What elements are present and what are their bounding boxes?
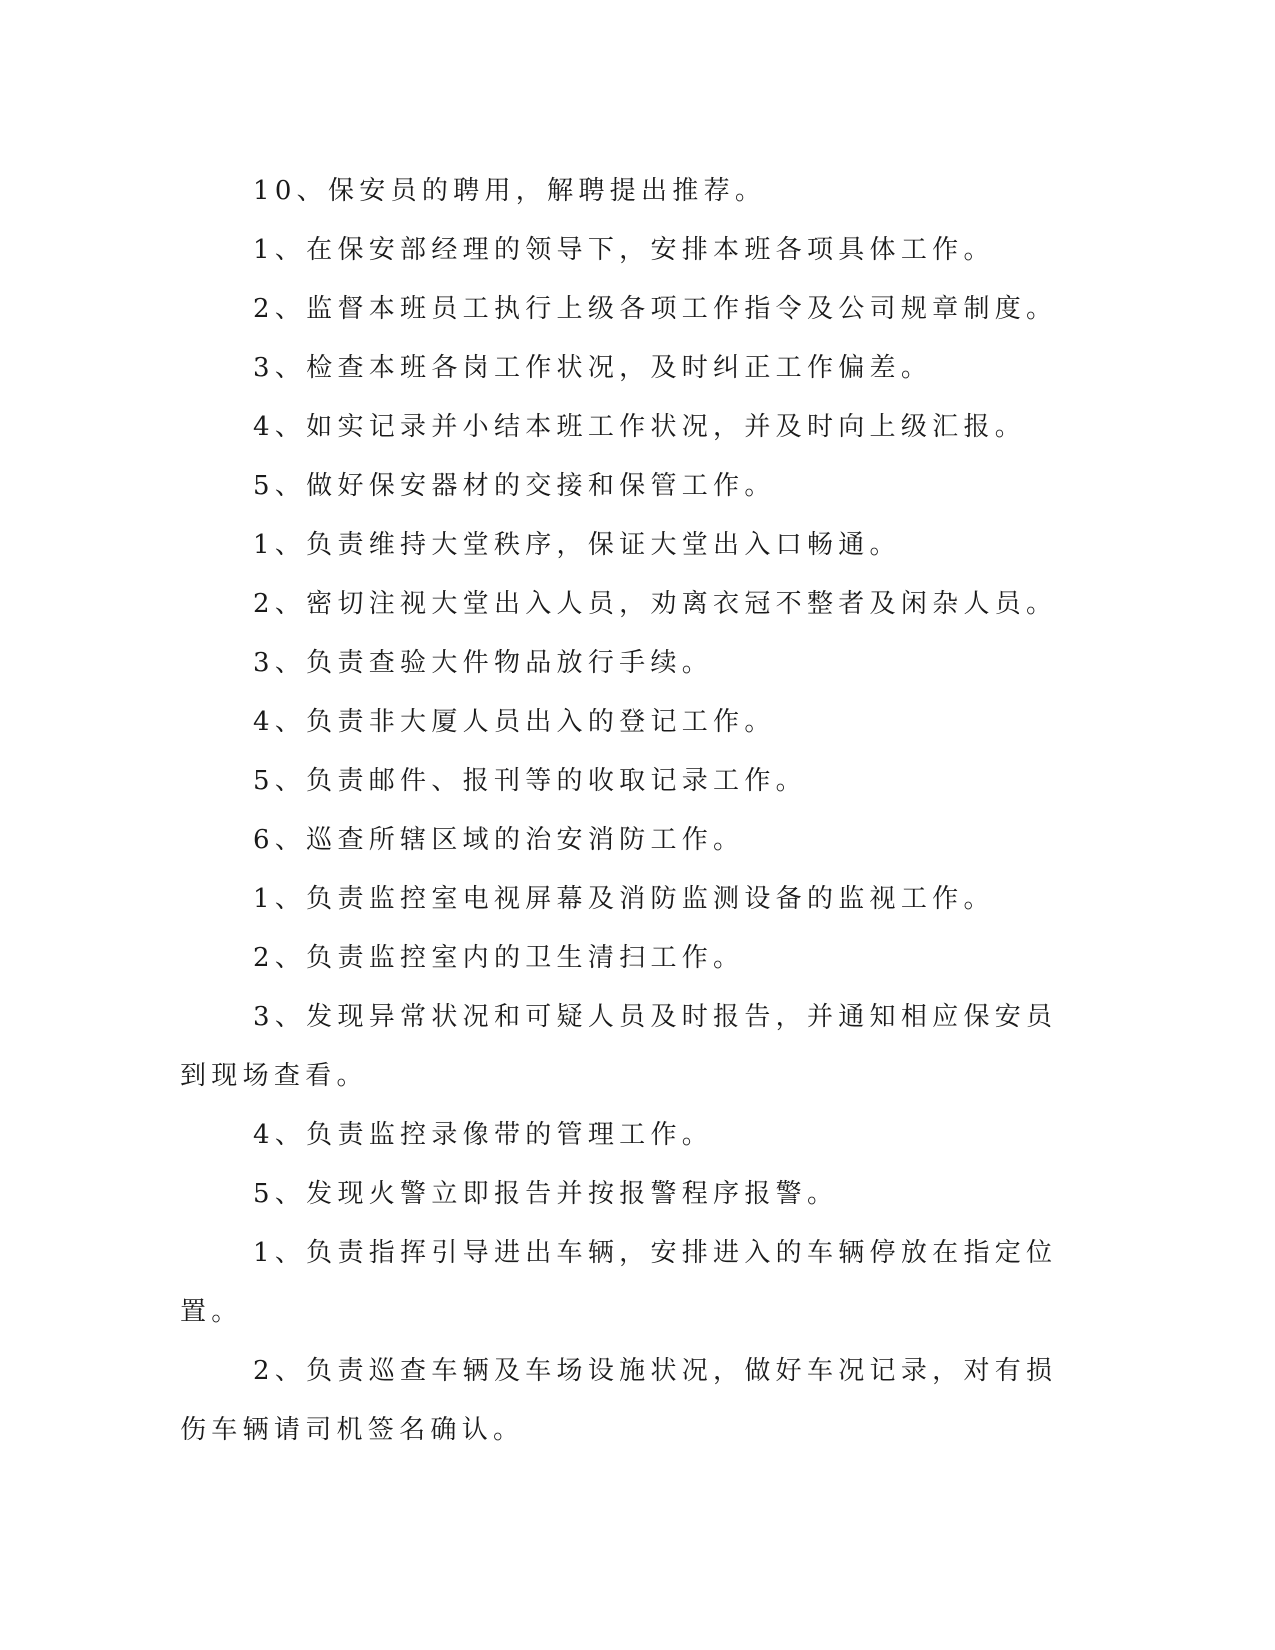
paragraph: 4、如实记录并小结本班工作状况，并及时向上级汇报。 [253,412,1027,442]
paragraph: 4、负责非大厦人员出入的登记工作。 [253,707,776,737]
document-body [180,162,1060,1460]
paragraph: 3、检查本班各岗工作状况，及时纠正工作偏差。 [253,353,933,383]
paragraph: 4、负责监控录像带的管理工作。 [253,1120,714,1150]
paragraph: 10、保安员的聘用，解聘提出推荐。 [253,176,767,206]
paragraph: 2、密切注视大堂出入人员，劝离衣冠不整者及闲杂人员。 [253,589,1058,619]
paragraph: 1、在保安部经理的领导下，安排本班各项具体工作。 [253,235,995,265]
paragraph: 1、负责指挥引导进出车辆，安排进入的车辆停放在指定位置。 [180,1238,1058,1327]
paragraph: 2、监督本班员工执行上级各项工作指令及公司规章制度。 [253,294,1058,324]
paragraph: 1、负责维持大堂秩序，保证大堂出入口畅通。 [253,530,901,560]
paragraph: 3、发现异常状况和可疑人员及时报告，并通知相应保安员到现场查看。 [180,1002,1058,1091]
paragraph: 2、负责巡查车辆及车场设施状况，做好车况记录，对有损伤车辆请司机签名确认。 [180,1356,1058,1445]
paragraph: 5、负责邮件、报刊等的收取记录工作。 [253,766,807,796]
paragraph: 1、负责监控室电视屏幕及消防监测设备的监视工作。 [253,884,995,914]
paragraph: 2、负责监控室内的卫生清扫工作。 [253,943,745,973]
paragraph: 6、巡查所辖区域的治安消防工作。 [253,825,745,855]
paragraph: 5、发现火警立即报告并按报警程序报警。 [253,1179,839,1209]
paragraph: 3、负责查验大件物品放行手续。 [253,648,714,678]
paragraph: 5、做好保安器材的交接和保管工作。 [253,471,776,501]
